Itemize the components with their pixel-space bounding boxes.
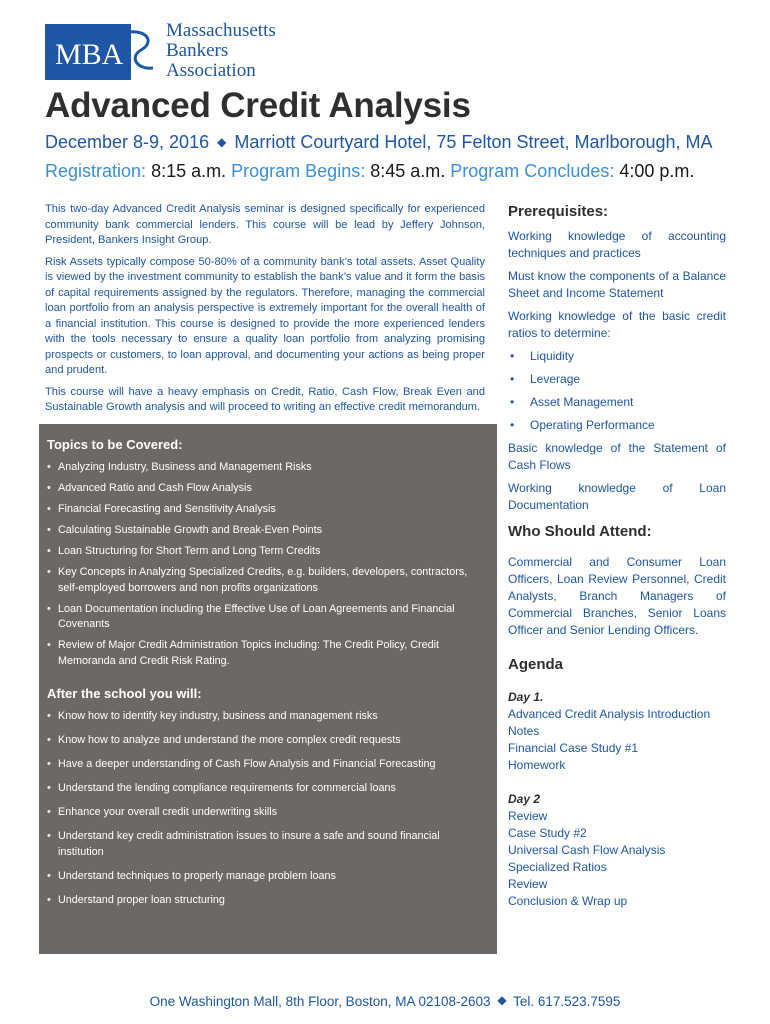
day1-label: Day 1. [508,690,544,704]
agenda-heading: Agenda [508,656,564,673]
after-heading: After the school you will: [47,686,202,701]
prereq-text: Must know the components of a Balance Sheet and Income Statement [508,269,726,300]
intro-paragraph: Risk Assets typically compose 50-80% of a community bank’s total assets. Asset Quality is viewed by the investment community to establish the bank’s value and it form the basis of capital requirements assigned by the regulators. Therefore, managing the commercial loan portfolio from an analysis perspective is extremely important for the overall health of a financial institution. This course is designed to provide the more experienced lenders with the tools necessary to ensure a quality loan portfolio from analyzing promising prospects or customers, to loan approval, and documenting your actions as being proper and prudent. [45,255,485,376]
topics-box [39,424,497,954]
after-item: • Know how to identify key industry, business and management risks [47,709,485,725]
agenda-item: Advanced Credit Analysis Introduction [508,707,711,721]
mba-logo [45,20,285,82]
right-column [508,202,726,910]
after-item: • Understand proper loan structuring [47,893,485,909]
logo-name-line-3: Association [166,60,256,81]
after-item: • Know how to analyze and understand the more complex credit requests [47,733,485,749]
ratio-item: • Operating Performance [508,417,726,434]
topics-heading: Topics to be Covered: [47,437,183,452]
concludes-label: Program Concludes: [450,161,615,181]
event-line [45,130,713,154]
after-list [39,709,497,908]
ratio-item: • Leverage [508,371,726,388]
ratio-list [508,348,726,434]
agenda-item: Homework [508,758,566,772]
begins-time: 8:45 a.m. [370,161,446,181]
after-item: • Understand the lending compliance requirements for commercial loans [47,781,485,797]
after-item: • Understand key credit administration issues to insure a safe and sound financial institution [47,829,485,860]
logo-name-line-2: Bankers [166,40,229,61]
after-item: • Understand techniques to properly manage problem loans [47,869,485,885]
after-item: • Enhance your overall credit underwriting skills [47,805,485,821]
topic-item: • Loan Documentation including the Effective Use of Loan Agreements and Financial Covenants [47,602,485,633]
concludes-time: 4:00 p.m. [619,161,695,181]
topic-item: • Analyzing Industry, Business and Management Risks [47,460,485,476]
prerequisites-heading: Prerequisites: [508,203,609,220]
schedule-line [45,159,694,183]
logo-mark-text: MBA [55,38,124,71]
intro-text [45,202,485,422]
agenda-item: Review [508,809,548,823]
attend-text: Commercial and Consumer Loan Officers, Loan Review Personnel, Credit Analysts, Branch Managers of Commercial Branches, Senior Loans Officer and Senior Lending Officers. [508,555,726,637]
diamond-icon: ◆ [217,135,227,149]
intro-paragraph: This course will have a heavy emphasis on Credit, Ratio, Cash Flow, Break Even and Sustainable Growth analysis and will proceed to writing an effective credit memorandum. [45,385,485,413]
attend-heading: Who Should Attend: [508,523,652,540]
begins-label: Program Begins: [231,161,366,181]
agenda-item: Review [508,877,548,891]
event-date: December 8-9, 2016 [45,132,210,152]
prereq-text: Basic knowledge of the Statement of Cash Flows [508,441,726,472]
topic-item: • Financial Forecasting and Sensitivity Analysis [47,502,485,518]
registration-label: Registration: [45,161,147,181]
page-title: Advanced Credit Analysis [45,86,471,125]
day2-label: Day 2 [508,792,541,806]
logo-name-line-1: Massachusetts [166,20,276,41]
footer [0,991,770,1011]
footer-address: One Washington Mall, 8th Floor, Boston, MA 02108-2603 [149,994,491,1009]
agenda-item: Conclusion & Wrap up [508,894,628,908]
topic-item: • Key Concepts in Analyzing Specialized Credits, e.g. builders, developers, contractors, self-employed borrowers and non profits organizations [47,565,485,596]
ratio-item: • Liquidity [508,348,726,365]
topic-item: • Calculating Sustainable Growth and Break-Even Points [47,523,485,539]
prereq-text: Working knowledge of Loan Documentation [508,481,726,512]
diamond-icon: ◆ [497,993,507,1007]
agenda-item: Notes [508,724,540,738]
event-venue: Marriott Courtyard Hotel, 75 Felton Street, Marlborough, MA [234,132,713,152]
prereq-text: Working knowledge of accounting techniques and practices [508,229,726,260]
footer-phone: Tel. 617.523.7595 [513,994,621,1009]
mba-logo-mark [45,24,157,80]
ratio-item: • Asset Management [508,394,726,411]
topic-item: • Advanced Ratio and Cash Flow Analysis [47,481,485,497]
topic-item: • Loan Structuring for Short Term and Long Term Credits [47,544,485,560]
topic-item: • Review of Major Credit Administration Topics including: The Credit Policy, Credit Memoranda and Credit Risk Rating. [47,638,485,669]
agenda-item: Financial Case Study #1 [508,741,639,755]
agenda-item: Case Study #2 [508,826,587,840]
prereq-text: Working knowledge of the basic credit ratios to determine: [508,309,726,340]
agenda-item: Universal Cash Flow Analysis [508,843,666,857]
logo-name [166,21,276,81]
topics-list [39,460,497,669]
after-item: • Have a deeper understanding of Cash Flow Analysis and Financial Forecasting [47,757,485,773]
registration-time: 8:15 a.m. [151,161,227,181]
intro-paragraph: This two-day Advanced Credit Analysis seminar is designed specifically for experienced community bank commercial lenders. This course will be lead by Jeffery Johnson, President, Bankers Insight Group. [45,203,485,246]
agenda-item: Specialized Ratios [508,860,607,874]
